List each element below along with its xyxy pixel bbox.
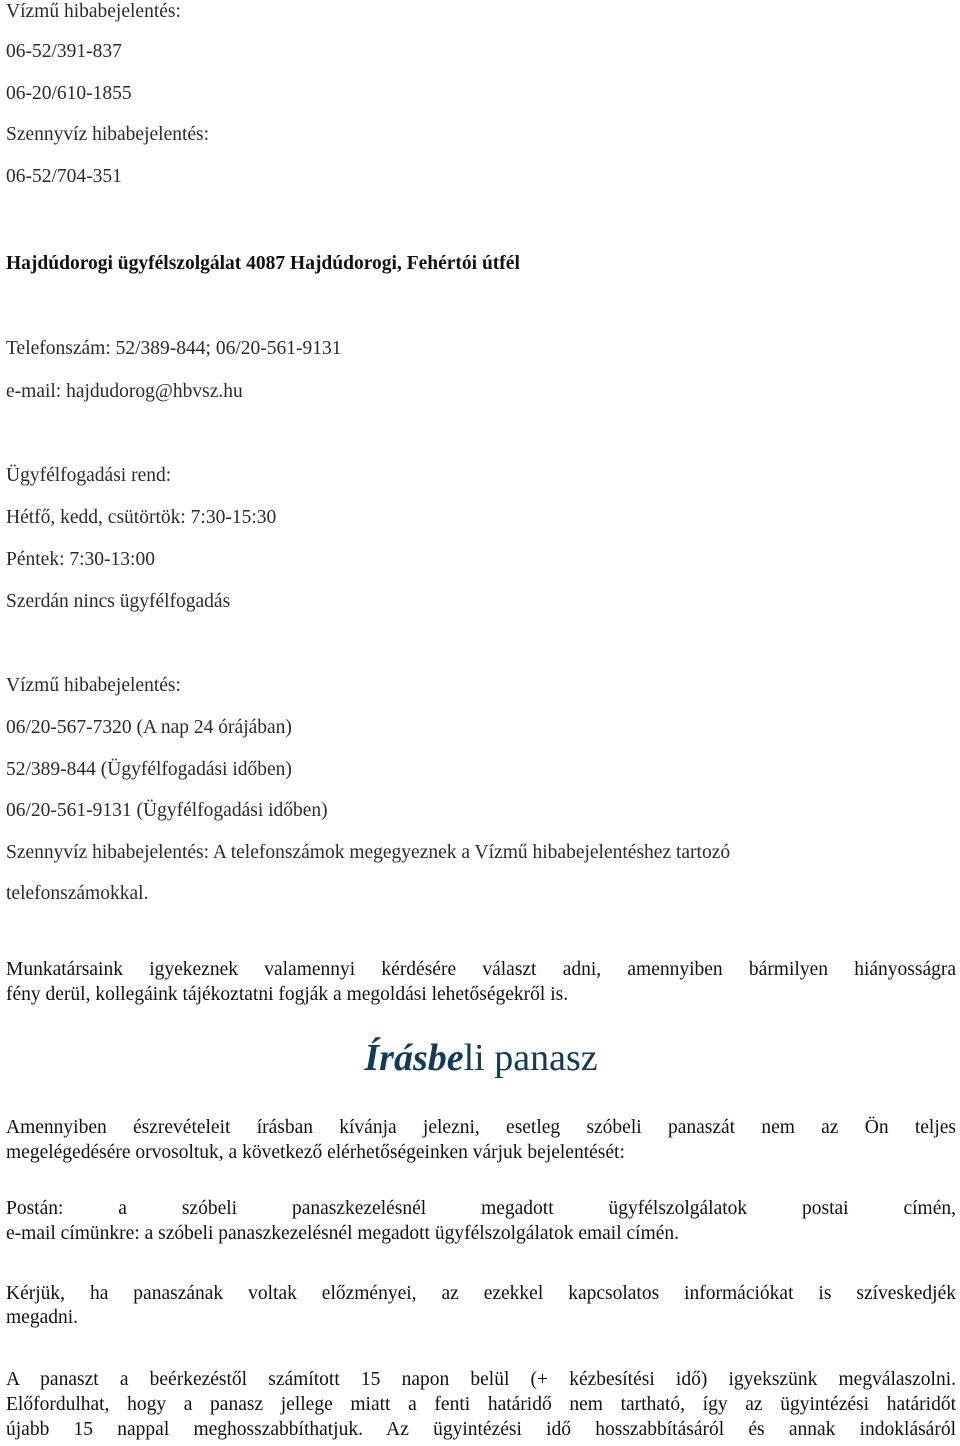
hours-line-3: Szerdán nincs ügyfélfogadás [6, 591, 231, 612]
hours-line-2: Péntek: 7:30-13:00 [6, 549, 155, 570]
vizmu-phone-2: 06-20/610-1855 [6, 83, 132, 104]
office-phone: Telefonszám: 52/389-844; 06/20-561-9131 [6, 338, 342, 359]
deadline-line-2: Előfordulhat, hogy a panasz jellege miatt a fenti határidő nem tartható, így az ügyintézési határidőt [6, 1394, 956, 1415]
history-line-1: Kérjük, ha panaszának voltak előzményei, az ezekkel kapcsolatos információkat is szíveskedjék [6, 1283, 956, 1304]
faults-vizmu-label: Vízmű hibabejelentés: [6, 675, 181, 696]
intro-line-2: megelégedésére orvosoltuk, a következő elérhetőségeinken várjuk bejelentését: [6, 1142, 625, 1163]
heading-rest: li panasz [463, 1037, 598, 1079]
history-line-2: megadni. [6, 1307, 79, 1328]
office-title: Hajdúdorogi ügyfélszolgálat 4087 Hajdúdorogi, Fehértói útfél [6, 253, 520, 274]
szennyviz-fault-label: Szennyvíz hibabejelentés: [6, 124, 210, 145]
faults-line-3: 06/20-561-9131 (Ügyfélfogadási időben) [6, 800, 328, 821]
heading-emphasis: Írásbe [364, 1037, 464, 1079]
post-line-1: Postán: a szóbeli panaszkezelésnél megadott ügyfélszolgálatok postai címén, [6, 1198, 956, 1219]
vizmu-phone-1: 06-52/391-837 [6, 41, 122, 62]
hours-label: Ügyfélfogadási rend: [6, 465, 172, 486]
vizmu-fault-label: Vízmű hibabejelentés: [6, 1, 181, 22]
colleagues-line-1: Munkatársaink igyekeznek valamennyi kérdésére választ adni, amennyiben bármilyen hiányosságra [6, 959, 956, 980]
deadline-line-1: A panaszt a beérkezéstől számított 15 napon belül (+ kézbesítési idő) igyekszünk megválaszolni. [6, 1369, 956, 1390]
deadline-line-3: újabb 15 nappal meghosszabbíthatjuk. Az ügyintézési idő hosszabbításáról és annak indoklásáról [6, 1419, 956, 1440]
post-line-2: e-mail címünkre: a szóbeli panaszkezelésnél megadott ügyfélszolgálatok email címén. [6, 1223, 680, 1244]
office-email: e-mail: hajdudorog@hbvsz.hu [6, 381, 243, 402]
faults-szennyviz-line-1: Szennyvíz hibabejelentés: A telefonszámok megegyeznek a Vízmű hibabejelentéshez tartozó [6, 842, 731, 863]
hours-line-1: Hétfő, kedd, csütörtök: 7:30-15:30 [6, 507, 277, 528]
faults-line-2: 52/389-844 (Ügyfélfogadási időben) [6, 759, 292, 780]
written-complaint-heading [6, 1036, 956, 1080]
szennyviz-phone: 06-52/704-351 [6, 166, 122, 187]
faults-szennyviz-line-2: telefonszámokkal. [6, 883, 149, 904]
intro-line-1: Amennyiben észrevételeit írásban kívánja jelezni, esetleg szóbeli panaszát nem az Ön teljes [6, 1117, 956, 1138]
colleagues-line-2: fény derül, kollegáink tájékoztatni fogják a megoldási lehetőségekről is. [6, 984, 569, 1005]
faults-line-1: 06/20-567-7320 (A nap 24 órájában) [6, 717, 292, 738]
